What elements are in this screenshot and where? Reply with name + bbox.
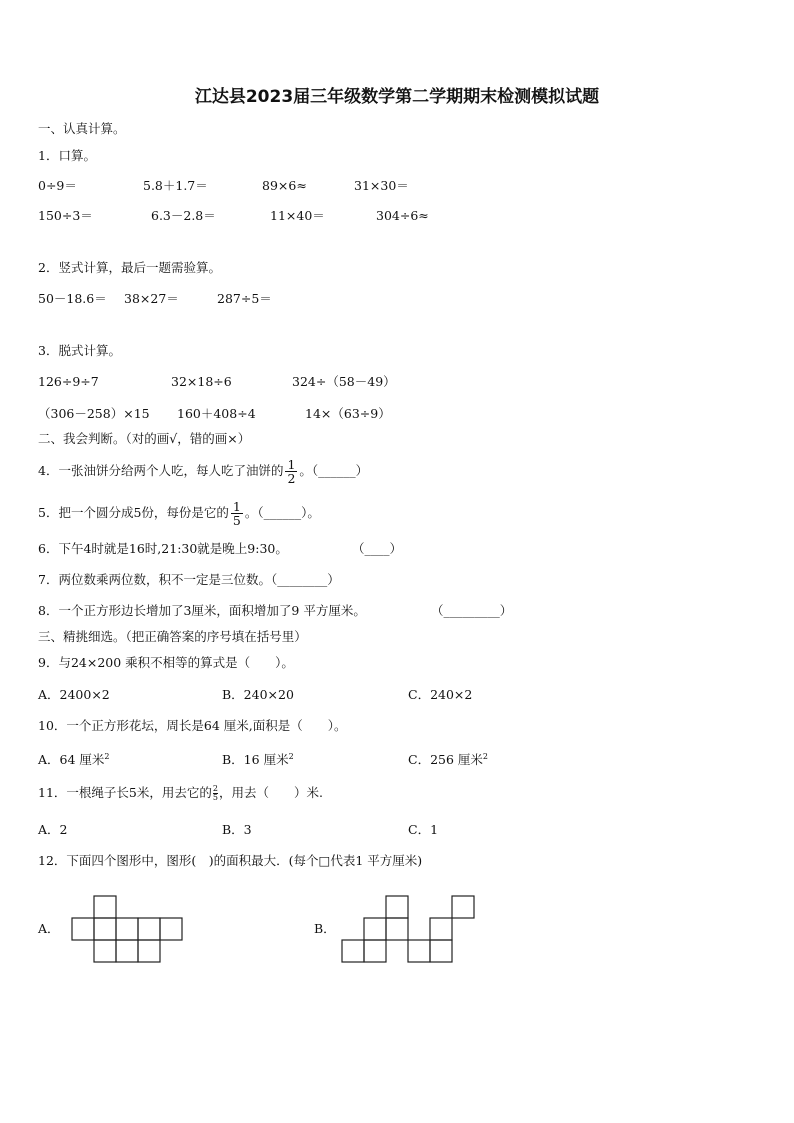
fraction-one-half: $\frac{1}{2}$ <box>287 457 296 486</box>
answer-blank[interactable]: 。（______） <box>299 463 369 478</box>
answer-blank[interactable]: （_________） <box>431 603 513 618</box>
vertical-calc-item: 287÷5＝ <box>217 291 272 306</box>
question-5-text: 5．把一个圆分成5份，每份是它的 <box>38 505 229 520</box>
oral-calc-item: 11×40＝ <box>270 208 325 223</box>
question-8-text: 8．一个正方形边长增加了3厘米，面积增加了9 平方厘米。 <box>38 603 366 618</box>
option-b[interactable]: B．240×20 <box>222 687 294 702</box>
answer-blank[interactable]: 。（______）。 <box>244 505 320 520</box>
option-b[interactable]: B．3 <box>222 822 252 837</box>
question-6-text: 6．下午4时就是16时,21:30就是晚上9:30。 <box>38 541 288 556</box>
option-c[interactable]: C．240×2 <box>408 687 473 702</box>
question-5 <box>38 497 320 529</box>
oral-calc-item: 150÷3＝ <box>38 208 93 223</box>
step-calc-item: 324÷（58－49） <box>292 374 396 389</box>
oral-calc-item: 0÷9＝ <box>38 178 77 193</box>
question-4-text: 4．一张油饼分给两个人吃，每人吃了油饼的 <box>38 463 284 478</box>
option-b[interactable]: B．16 厘米$^2$ <box>222 752 294 768</box>
question-11 <box>38 785 323 802</box>
section-heading-3: 三、精挑细选。（把正确答案的序号填在括号里） <box>38 629 307 644</box>
question-2-heading: 2．竖式计算，最后一题需验算。 <box>38 260 221 275</box>
question-4 <box>38 455 368 487</box>
option-c[interactable]: C．256 厘米$^2$ <box>408 752 488 768</box>
answer-blank[interactable]: （____） <box>352 541 403 556</box>
step-calc-item: 160＋408÷4 <box>177 406 256 421</box>
page-title: 江达县2023届三年级数学第二学期期末检测模拟试题 <box>194 87 600 107</box>
question-10-text: 10．一个正方形花坛，周长是64 厘米,面积是（ ）。 <box>38 718 347 733</box>
figure-b-label[interactable]: B． <box>314 921 336 936</box>
option-a[interactable]: A．64 厘米$^2$ <box>38 752 110 768</box>
section-heading-2: 二、我会判断。（对的画√，错的画×） <box>38 431 251 446</box>
vertical-calc-item: 50－18.6＝ <box>38 291 107 306</box>
section-heading-1: 一、认真计算。 <box>38 121 126 136</box>
figure-a-grid <box>70 895 186 967</box>
question-3-heading: 3．脱式计算。 <box>38 343 121 358</box>
step-calc-item: 126÷9÷7 <box>38 374 99 389</box>
step-calc-item: （306－258）×15 <box>38 406 150 421</box>
question-11-text-end: ，用去（ ）米. <box>218 785 323 800</box>
step-calc-item: 14×（63÷9） <box>305 406 391 421</box>
figure-b-grid <box>340 895 478 967</box>
question-7-text: 7．两位数乘两位数，积不一定是三位数。（________） <box>38 572 340 587</box>
oral-calc-item: 304÷6≈ <box>376 208 429 223</box>
oral-calc-item: 5.8＋1.7＝ <box>143 178 208 193</box>
option-a[interactable]: A．2 <box>38 822 68 837</box>
vertical-calc-item: 38×27＝ <box>124 291 179 306</box>
oral-calc-item: 89×6≈ <box>262 178 307 193</box>
fraction-one-fifth: $\frac{1}{5}$ <box>232 499 241 528</box>
step-calc-item: 32×18÷6 <box>171 374 232 389</box>
question-12-text: 12．下面四个图形中，图形( )的面积最大．(每个□代表1 平方厘米) <box>38 853 423 868</box>
oral-calc-item: 31×30＝ <box>354 178 409 193</box>
figure-a-label[interactable]: A． <box>38 921 60 936</box>
oral-calc-item: 6.3－2.8＝ <box>151 208 216 223</box>
question-11-text: 11．一根绳子长5米，用去它的 <box>38 785 212 800</box>
fraction-two-fifths: $\frac{2}{5}$ <box>212 784 218 802</box>
option-c[interactable]: C．1 <box>408 822 439 837</box>
question-9-text: 9．与24×200 乘积不相等的算式是（ ）。 <box>38 655 294 670</box>
question-1-heading: 1．口算。 <box>38 148 96 163</box>
option-a[interactable]: A．2400×2 <box>38 687 110 702</box>
